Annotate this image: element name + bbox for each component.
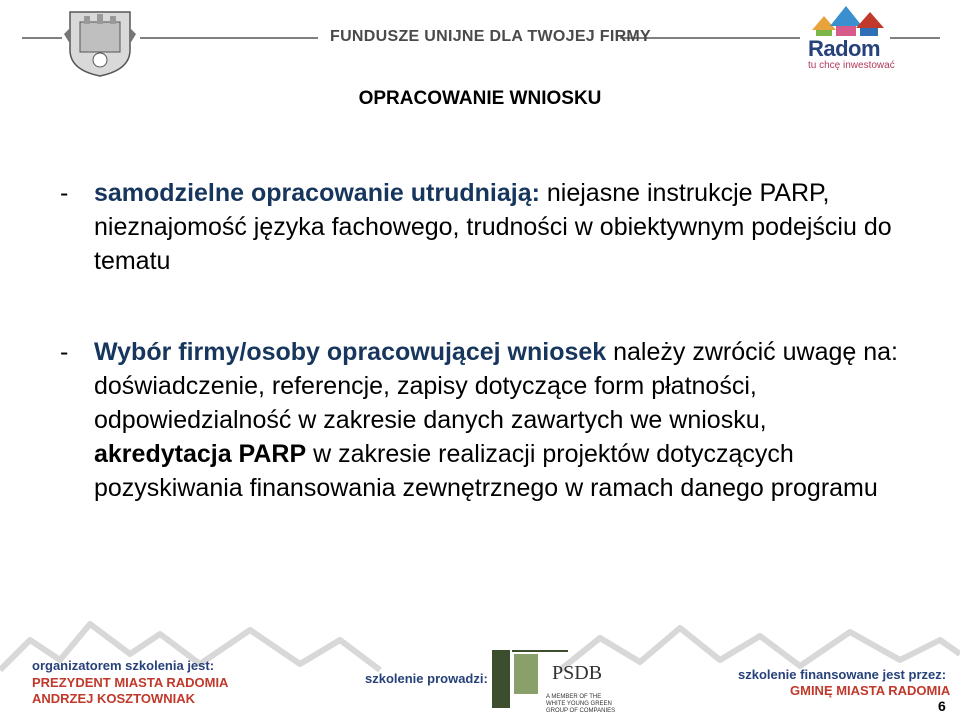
organizer-label: organizatorem szkolenia jest:	[32, 658, 215, 673]
psdb-member-note: A MEMBER OF THE WHITE YOUNG GREEN GROUP OF COMPANIES	[546, 694, 616, 714]
header-divider	[22, 37, 62, 39]
bullet-text	[94, 176, 910, 278]
bullet-dash: -	[60, 338, 69, 366]
radom-logo-word: Radom	[808, 36, 881, 61]
organizer-line-2: ANDRZEJ KOSZTOWNIAK	[32, 691, 195, 706]
header-divider	[890, 37, 940, 39]
funder-label: szkolenie finansowane jest przez:	[738, 667, 947, 682]
slide-title: OPRACOWANIE WNIOSKU	[358, 88, 602, 109]
bullet-dash: -	[60, 179, 69, 207]
bullet-bold-phrase: Wybór firmy/osoby opracowującej wniosek	[94, 338, 607, 366]
funder-name: GMINĘ MIASTA RADOMIA	[790, 683, 951, 698]
header-bar	[0, 0, 960, 78]
bullet-rest: należy zwrócić uwagę na: doświadczenie, referencje, zapisy dotyczące form płatności, odpowiedzialność w zakresie danych zawartych we wniosku,	[94, 338, 898, 434]
radom-logo-tagline: tu chcę inwestować	[808, 60, 895, 71]
bullet-bold-phrase: samodzielne opracowanie utrudniają:	[94, 179, 540, 207]
bullet-bold-accreditation: akredytacja PARP	[94, 440, 307, 468]
training-leader-label: szkolenie prowadzi:	[365, 671, 488, 686]
psdb-logo-word: PSDB	[552, 662, 603, 684]
organizer-line-1: PREZYDENT MIASTA RADOMIA	[32, 675, 229, 690]
header-title: FUNDUSZE UNIJNE DLA TWOJEJ FIRMY	[330, 28, 652, 45]
bullet-text	[94, 335, 910, 505]
bullet-item	[60, 176, 910, 278]
header-divider	[140, 37, 318, 39]
bullet-rest: niejasne instrukcje PARP, nieznajomość języka fachowego, trudności w obiektywnym podejściu do tematu	[94, 179, 892, 275]
page-number: 6	[938, 698, 946, 714]
radom-crest-logo	[60, 4, 140, 78]
bullet-item	[60, 335, 910, 505]
bullet-rest-2: w zakresie realizacji projektów dotyczących pozyskiwania finansowania zewnętrznego w ramach danego programu	[94, 440, 878, 502]
